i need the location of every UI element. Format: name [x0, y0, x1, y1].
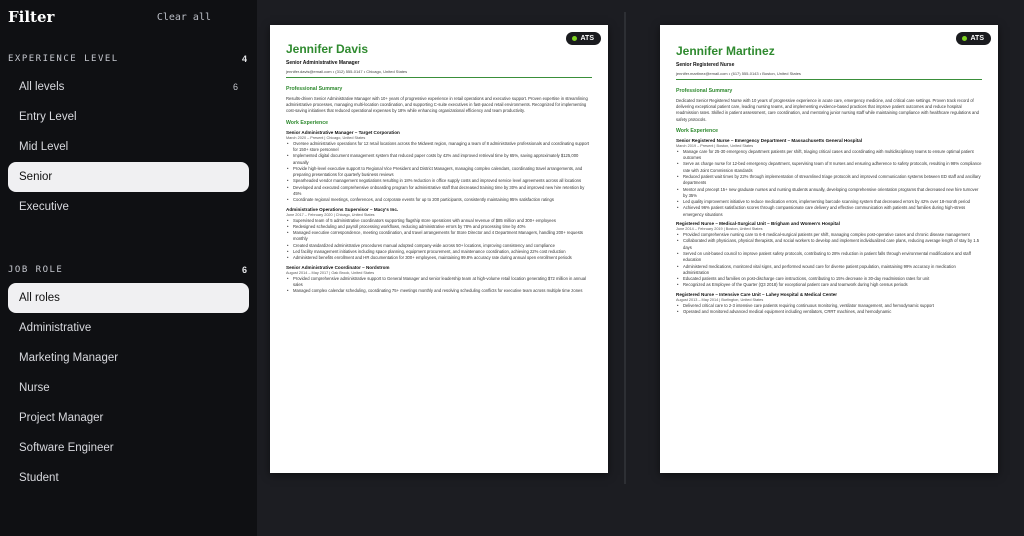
filter-option-label: Nurse [19, 382, 50, 394]
resume-card[interactable] [660, 25, 998, 473]
filter-option-mid-level[interactable] [8, 132, 249, 162]
job-bullet: • Provide high-level executive support to Regional Vice President and District Managers, managing complex calendars, coordinating travel arrangements, and preparing presentations for quarterly business reviews [286, 166, 592, 179]
resume-contact: jennifer.davis@email.com • (312) 555-0147 • Chicago, United States [286, 69, 408, 74]
job-bullet: • Provided comprehensive administrative support to General Manager and senior leadership team at high-volume retail location generating $72 million in annual sales [286, 276, 592, 289]
job-bullet: • Collaborated with physicians, physical therapists, and social workers to develop and implement individualized care plans, reducing average length of stay by 1.5 days [676, 238, 982, 251]
filter-title: Filter [8, 8, 55, 26]
experience-level-label: EXPERIENCE LEVEL [8, 54, 119, 64]
filter-option-label: All roles [19, 292, 60, 304]
section-heading-experience: Work Experience [676, 127, 718, 134]
filter-option-label: All levels [19, 81, 65, 93]
header-rule [676, 79, 982, 80]
experience-level-options [8, 72, 249, 222]
section-heading-summary: Professional Summary [676, 88, 733, 94]
job-bullet: • Mentor and precept 15+ new graduate nurses and nursing students annually, developing comprehensive orientation programs that decreased new hire turnover by 35% [676, 187, 982, 200]
ats-badge [956, 32, 991, 45]
header-rule [286, 77, 592, 78]
job-bullet: • Delivered critical care to 2-3 intensive care patients requiring continuous monitoring, ventilator management, and hemodynamic support [676, 303, 982, 309]
filter-option-label: Administrative [19, 322, 92, 334]
filter-option-label: Marketing Manager [19, 352, 119, 364]
filter-header [8, 0, 249, 34]
filter-option-all-levels[interactable] [8, 72, 249, 102]
job-bullet: • Implemented digital document management system that reduced paper costs by 42% and improved retrieval time by 65%, saving approximately $125,000 annually [286, 153, 592, 166]
filter-option-label: Mid Level [19, 141, 69, 153]
summary-text: Results-driven Senior Administrative Manager with 10+ years of progressive experience in retail operations and executive support. Proven expertise in streamlining administrative processes, managing multi-location coordination, and supporting C-suite executives in fast-paced retail environments. Recognized for implementing cost-saving initiatives that reduced operational expenses by 18% while enhancing organizational efficiency and team productivity. [286, 96, 588, 114]
filter-sidebar [0, 0, 257, 536]
job-bullet: • Coordinate regional meetings, conferences, and corporate events for up to 200 participants, consistently maintaining 95% satisfaction ratings [286, 197, 592, 203]
job-bullet: • Oversee administrative operations for 12 retail locations across the Midwest region, managing a team of 8 administrative professionals and coordinating support for 150+ store personnel [286, 141, 592, 154]
job-bullet: • Developed and executed comprehensive onboarding program for administrative staff that decreased training time by 30% and improved new hire retention by 45% [286, 185, 592, 198]
job-bullet: • Led facility management initiatives including space planning, equipment procurement, and maintenance coordination, achieving 22% cost reduction [286, 249, 592, 255]
job-bullet: • Redesigned scheduling and payroll processing workflows, reducing administrative errors by 78% and processing time by 40% [286, 224, 592, 230]
job-title: Registered Nurse – Medical-Surgical Unit – Brigham and Women's Hospital [676, 221, 840, 227]
divider-line [624, 12, 626, 484]
job-meta: March 2020 – Present | Chicago, United States [286, 135, 366, 140]
filter-option-executive[interactable] [8, 192, 249, 222]
job-bullet: • Managed complex calendar scheduling, coordinating 75+ meetings monthly and resolving scheduling conflicts for executive team across multiple time zones [286, 288, 592, 294]
job-meta: August 2013 – May 2014 | Burlington, United States [676, 297, 764, 302]
filter-option-label: Software Engineer [19, 442, 114, 454]
job-bullet: • Administered benefits enrollment and HR documentation for 300+ employees, maintaining 99.8% accuracy rate during annual open enrollment periods [286, 255, 592, 261]
filter-option-project-manager[interactable] [8, 403, 249, 433]
job-bullet: • Educated patients and families on post-discharge care instructions, contributing to 15% decrease in 30-day readmission rates for unit [676, 276, 982, 282]
job-bullet: • Led quality improvement initiative to reduce medication errors, implementing barcode scanning system that decreased errors by 42% over 18-month period [676, 199, 982, 205]
resume-card[interactable] [270, 25, 608, 473]
filter-option-all-roles[interactable] [8, 283, 249, 313]
job-role-options [8, 283, 249, 493]
filter-option-label: Executive [19, 201, 69, 213]
job-bullet: • Manage care for 25-30 emergency department patients per shift, triaging critical cases and coordinating with multidisciplinary teams to ensure optimal patient outcomes [676, 149, 982, 162]
job-bullet: • Administered medications, monitored vital signs, and performed wound care for diverse patient population, maintaining 99% accuracy in medication administration [676, 264, 982, 277]
job-bullet: • Created standardized administrative procedures manual adopted company-wide across 50+ locations, improving consistency and compliance [286, 243, 592, 249]
job-role-count: 6 [241, 265, 247, 275]
filter-option-student[interactable] [8, 463, 249, 493]
job-meta: June 2014 – February 2019 | Boston, United States [676, 227, 763, 232]
job-bullet: • Serve as charge nurse for 12-bed emergency department, supervising team of 8 nurses and ensuring adherence to safety protocols, resulting in 98% compliance rate with Joint Commission standards [676, 161, 982, 174]
job-role-heading[interactable] [8, 262, 249, 278]
job-bullet: • Supervised team of 5 administrative coordinators supporting flagship store operations with annual revenue of $85 million and 300+ employees [286, 218, 592, 224]
job-bullet: • Served on unit-based council to improve patient safety protocols, contributing to 28% reduction in patient falls through environmental modifications and staff education [676, 251, 982, 264]
filter-option-administrative[interactable] [8, 313, 249, 343]
job-meta: March 2019 – Present | Boston, United States [676, 143, 754, 148]
filter-option-entry-level[interactable] [8, 102, 249, 132]
experience-level-heading[interactable] [8, 51, 249, 67]
job-bullet: • Reduced patient wait times by 22% through implementation of streamlined triage protocols and improved communication systems between ED staff and ancillary departments [676, 174, 982, 187]
job-title: Senior Administrative Coordinator – Nordstrom [286, 264, 390, 270]
job-meta: August 2014 – May 2017 | Oak Brook, United States [286, 270, 375, 275]
section-heading-summary: Professional Summary [286, 86, 343, 92]
resume-name: Jennifer Martinez [676, 44, 775, 58]
filter-option-nurse[interactable] [8, 373, 249, 403]
job-bullet: • Achieved 96% patient satisfaction scores through compassionate care delivery and effective communication with patients and families during high-stress emergency situations [676, 205, 982, 218]
resume-title: Senior Administrative Manager [286, 60, 360, 66]
job-bullet: • Provided comprehensive nursing care to 6-8 medical-surgical patients per shift, managing complex post-operative cases and chronic disease management [676, 232, 982, 238]
filter-option-label: Project Manager [19, 412, 104, 424]
job-role-label: JOB ROLE [8, 265, 64, 275]
ats-badge-label: ATS [580, 35, 594, 42]
resume-title: Senior Registered Nurse [676, 62, 735, 68]
status-dot-icon [962, 36, 967, 41]
experience-level-count: 4 [241, 54, 247, 64]
job-bullet: • Recognized as Employee of the Quarter (Q3 2018) for exceptional patient care and teamwork during high census periods [676, 282, 982, 288]
job-bullet: • Managed executive correspondence, meeting coordination, and travel arrangements for Store Director and 4 Department Managers, handling 200+ requests monthly [286, 230, 592, 243]
ats-badge-label: ATS [970, 35, 984, 42]
filter-option-label: Entry Level [19, 111, 77, 123]
job-title: Senior Registered Nurse – Emergency Department – Massachusetts General Hospital [676, 137, 863, 143]
section-heading-experience: Work Experience [286, 119, 328, 126]
filter-option-count: 6 [232, 82, 238, 92]
status-dot-icon [572, 36, 577, 41]
resume-name: Jennifer Davis [286, 42, 369, 56]
clear-all-button[interactable]: Clear all [156, 11, 211, 23]
filter-option-software-engineer[interactable] [8, 433, 249, 463]
summary-text: Dedicated Senior Registered Nurse with 10 years of progressive experience in acute care, emergency medicine, and critical care settings. Proven track record of delivering exceptional patient care, leading nursing teams, and implementing evidence-based practices that improve patient outcomes and reduce hospital readmission rates. Skilled in patient assessment, care coordination, and mentoring junior nursing staff while maintaining compliance with healthcare regulations and safety protocols. [676, 98, 979, 122]
filter-option-marketing-manager[interactable] [8, 343, 249, 373]
filter-option-label: Senior [19, 171, 53, 183]
job-bullet: • Spearheaded vendor management negotiations resulting in 18% reduction in office supply costs and improved service level agreements across all locations [286, 178, 592, 184]
job-title: Registered Nurse – Intensive Care Unit – Lahey Hospital & Medical Center [676, 291, 838, 297]
filter-option-label: Student [19, 472, 59, 484]
filter-option-senior[interactable] [8, 162, 249, 192]
ats-badge [566, 32, 601, 45]
job-title: Senior Administrative Manager – Target Corporation [286, 129, 400, 135]
job-title: Administrative Operations Supervisor – Macy's Inc. [286, 206, 399, 212]
job-meta: June 2017 – February 2020 | Chicago, United States [286, 212, 375, 217]
job-bullet: • Operated and monitored advanced medical equipment including ventilators, CRRT machines, and hemodynamic [676, 309, 982, 315]
resume-contact: jennifer.martinez@email.com • (617) 555-0143 • Boston, United States [676, 71, 801, 76]
